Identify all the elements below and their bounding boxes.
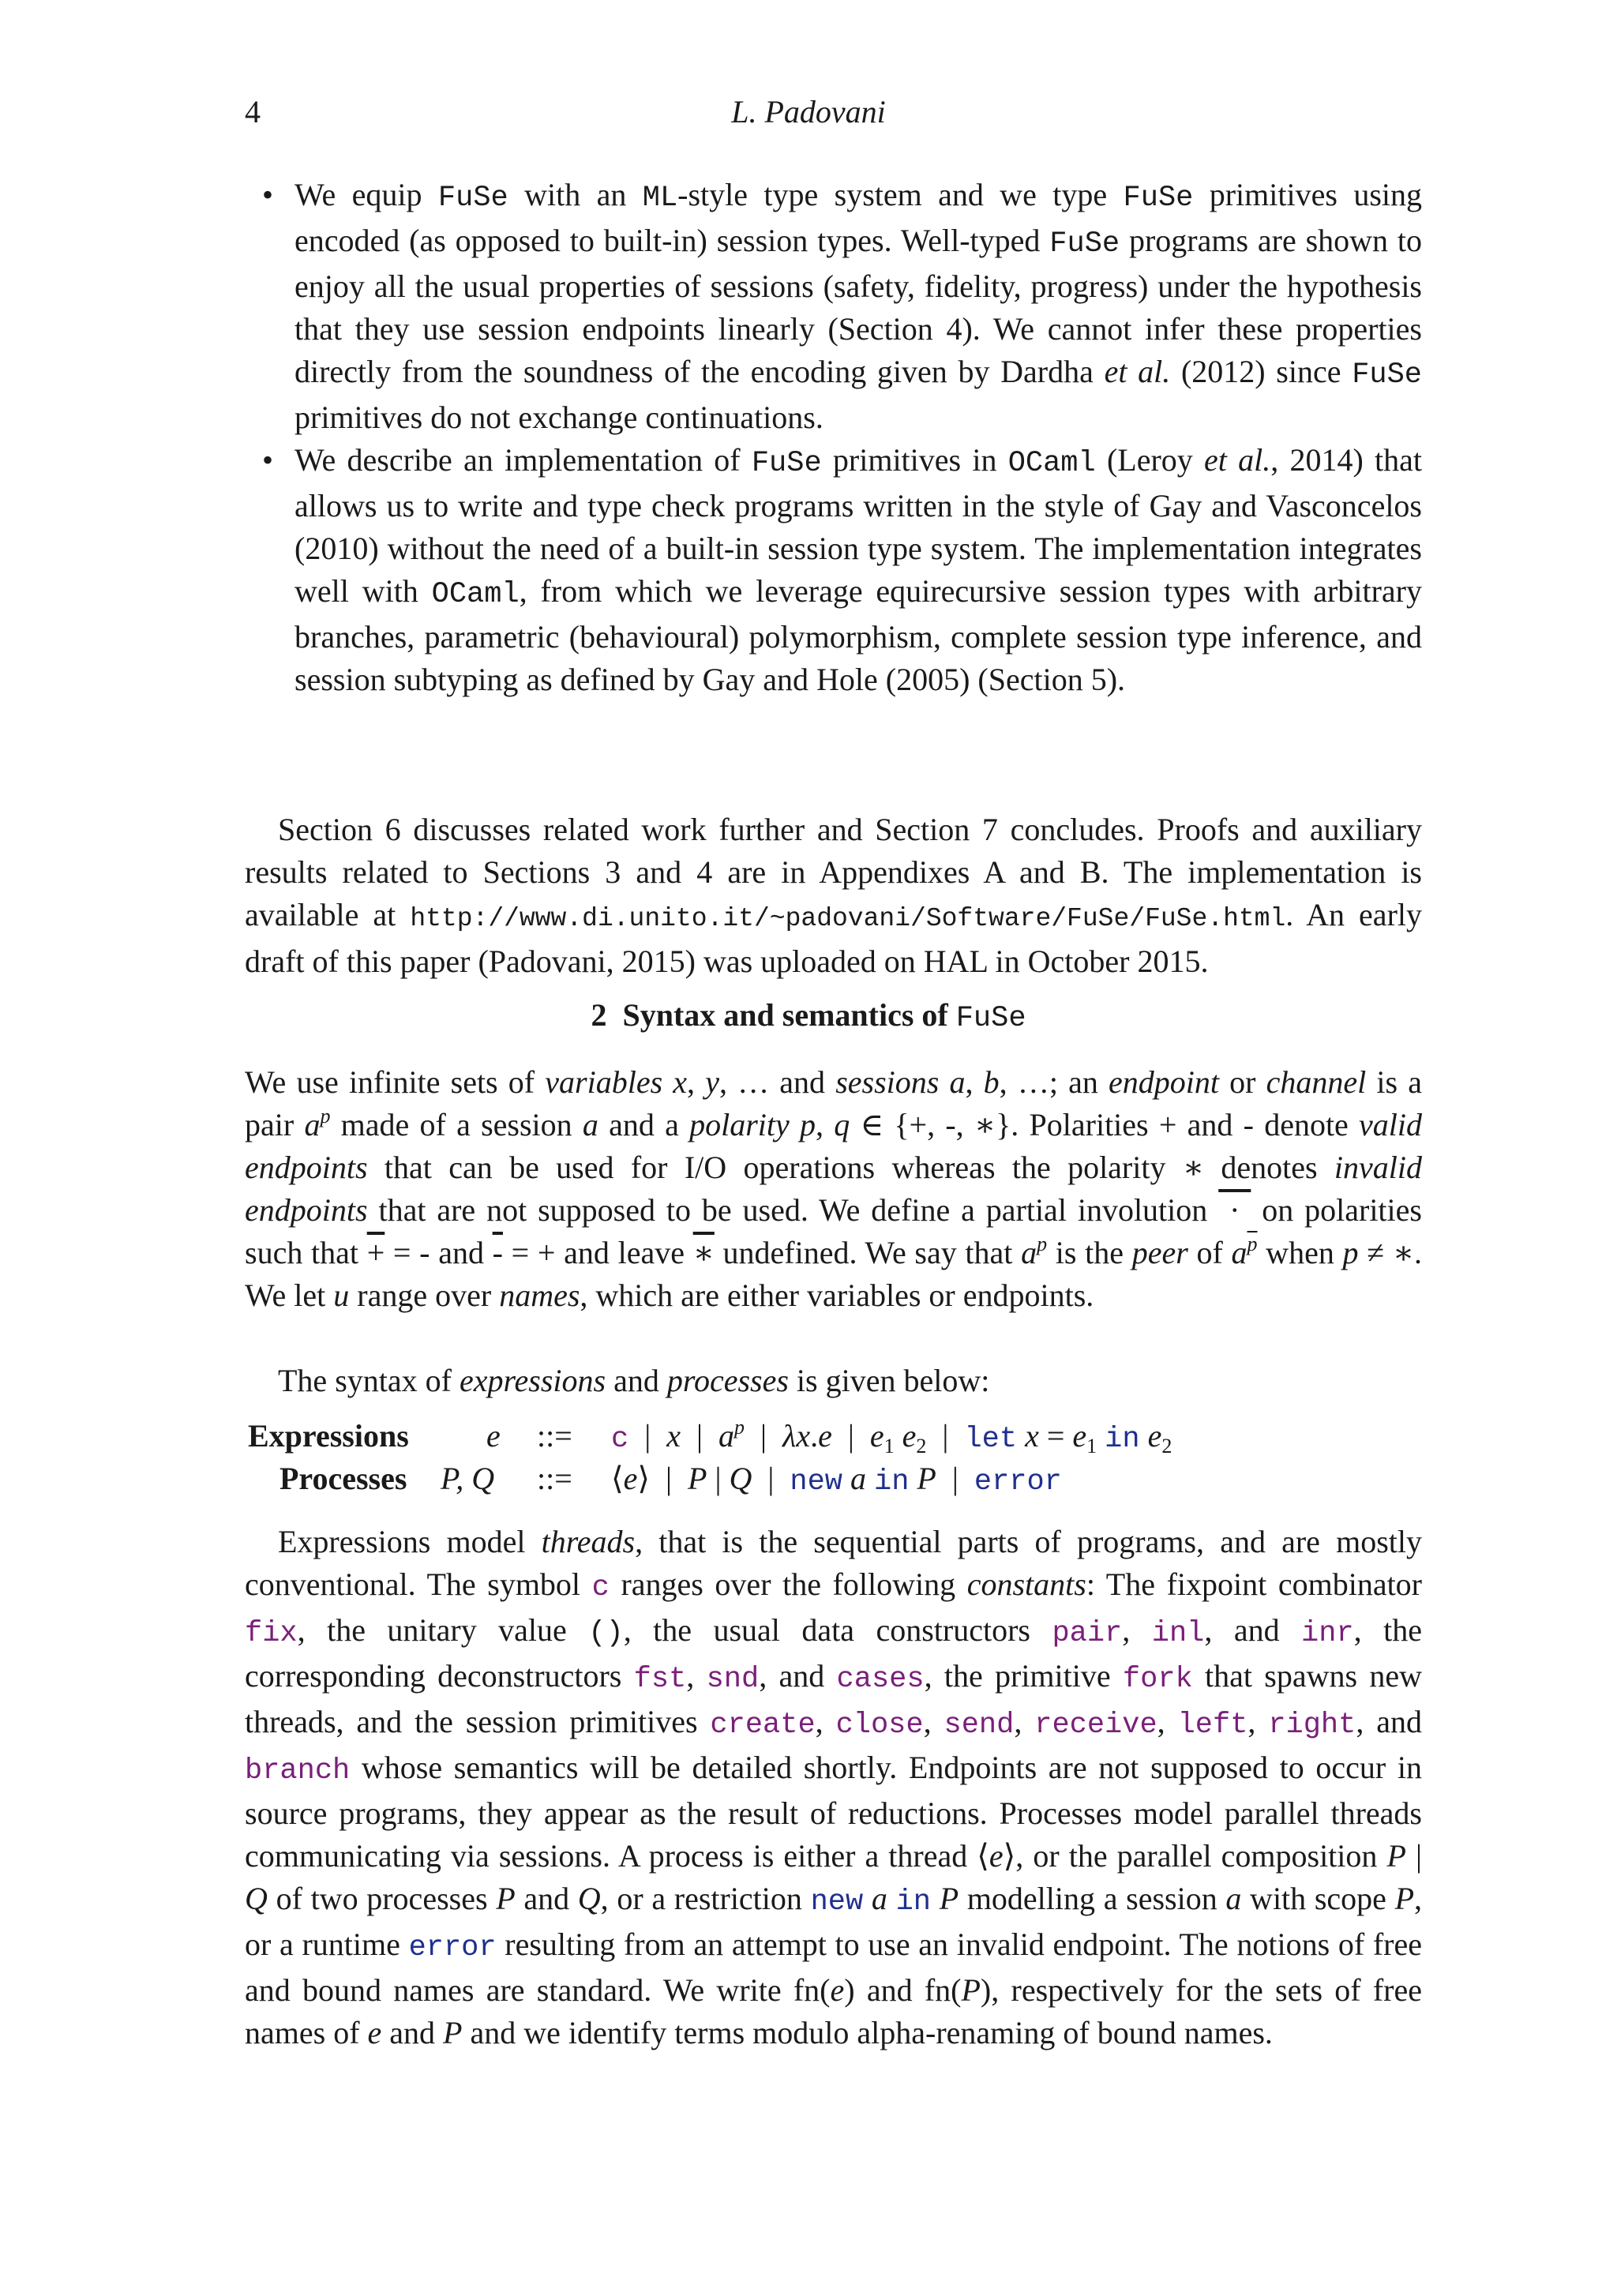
grammar-processes-body: ⟨e⟩ | P | Q | new a in P | error — [611, 1461, 1062, 1499]
bullet-icon: • — [262, 442, 274, 478]
grammar-label-expressions: Expressions — [248, 1418, 409, 1454]
grammar-label-processes: Processes — [280, 1461, 407, 1496]
contribution-list — [262, 174, 1423, 701]
grammar-meta-expressions: e — [486, 1418, 501, 1454]
running-head-author: L. Padovani — [731, 94, 886, 129]
bullet-icon: • — [262, 177, 274, 212]
list-item: • We describe an implementation of FuSe primitives in OCaml (Leroy et al., 2014) that allows us to write and type check programs written in the style of Gay and Vasconcelos (2010) without the need of a built-in session type system. The implementation integrates well with OCaml, from which we leverage equirecursive session types with arbitrary branches, parametric (behavioural) polymorphism, complete session type inference, and session subtyping as defined by Gay and Hole (2005) (Section 5). — [295, 439, 1422, 701]
grammar-expressions-body: c | x | $a^p$ | λx.e | $e_1$ $e_2$ | let $x = e_1$ in $e_2$ — [611, 1416, 1172, 1458]
intro-closing-paragraph: Section 6 discusses related work further and Section 7 concludes. Proofs and auxiliary results related to Sections 3 and 4 are in Appendixes A and B. The implementation is available at http://www.di.unito.it/~padovani/Software/FuSe/FuSe.html. An early draft of this paper (Padovani, 2015) was uploaded on HAL in October 2015. — [245, 812, 1422, 979]
grammar-defines: ::= — [537, 1418, 572, 1454]
section-title-code: FuSe — [955, 1002, 1026, 1035]
section-heading — [0, 996, 1617, 1035]
grammar-defines: ::= — [537, 1461, 572, 1496]
implementation-url[interactable]: http://www.di.unito.it/~padovani/Software/FuSe/FuSe.html — [410, 904, 1286, 933]
expressions-paragraph: Expressions model threads, that is the sequential parts of programs, and are mostly conventional. The symbol c ranges over the following constants: The fixpoint combinator fix, the unitary value (), the usual data constructors pair, inl, and inr, the corresponding deconstructors fst, snd, and cases, the primitive fork that spawns new threads, and the session primitives create, close, send, receive, left, right, and branch whose semantics will be detailed shortly. Endpoints are not supposed to occur in source programs, they appear as the result of reductions. Processes model parallel threads communicating via sessions. A process is either a thread ⟨e⟩, or the parallel composition P | Q of two processes P and Q, or a restriction new a in P modelling a session a with scope P, or a runtime error resulting from an attempt to use an invalid endpoint. The notions of free and bound names are standard. We write fn(e) and fn(P), respectively for the sets of free names of e and P and we identify terms modulo alpha-renaming of bound names. — [245, 1524, 1423, 2050]
page-number: 4 — [245, 94, 261, 129]
grammar-meta-processes: P, Q — [441, 1461, 495, 1496]
variables-paragraph: We use infinite sets of variables x, y, … and sessions a, b, …; an endpoint or channel is a pair $a^p$ made of a session a and a polarity p, q ∈ {+, -, ∗}. Polarities + and - denote valid endpoints that can be used for I/O operations whereas the polarity ∗ denotes invalid endpoints that are not supposed to be used. We define a partial involution · on polarities such that + = - and - = + and leave ∗ undefined. We say that $a^p$ is the peer of $a^{\overline{p}}$ when p ≠ ∗. We let u range over names, which are either variables or endpoints. — [245, 1064, 1423, 1313]
section-title-text: Syntax and semantics of — [622, 997, 948, 1033]
section-number: 2 — [591, 997, 607, 1033]
list-item: • We equip FuSe with an ML-style type system and we type FuSe primitives using encoded (as opposed to built-in) session types. Well-typed FuSe programs are shown to enjoy all the usual properties of sessions (safety, fidelity, progress) under the hypothesis that they use session endpoints linearly (Section 4). We cannot infer these properties directly from the soundness of the encoding given by Dardha et al. (2012) since FuSe primitives do not exchange continuations. — [295, 174, 1422, 439]
syntax-intro-paragraph: The syntax of expressions and processes is given below: — [278, 1363, 990, 1398]
